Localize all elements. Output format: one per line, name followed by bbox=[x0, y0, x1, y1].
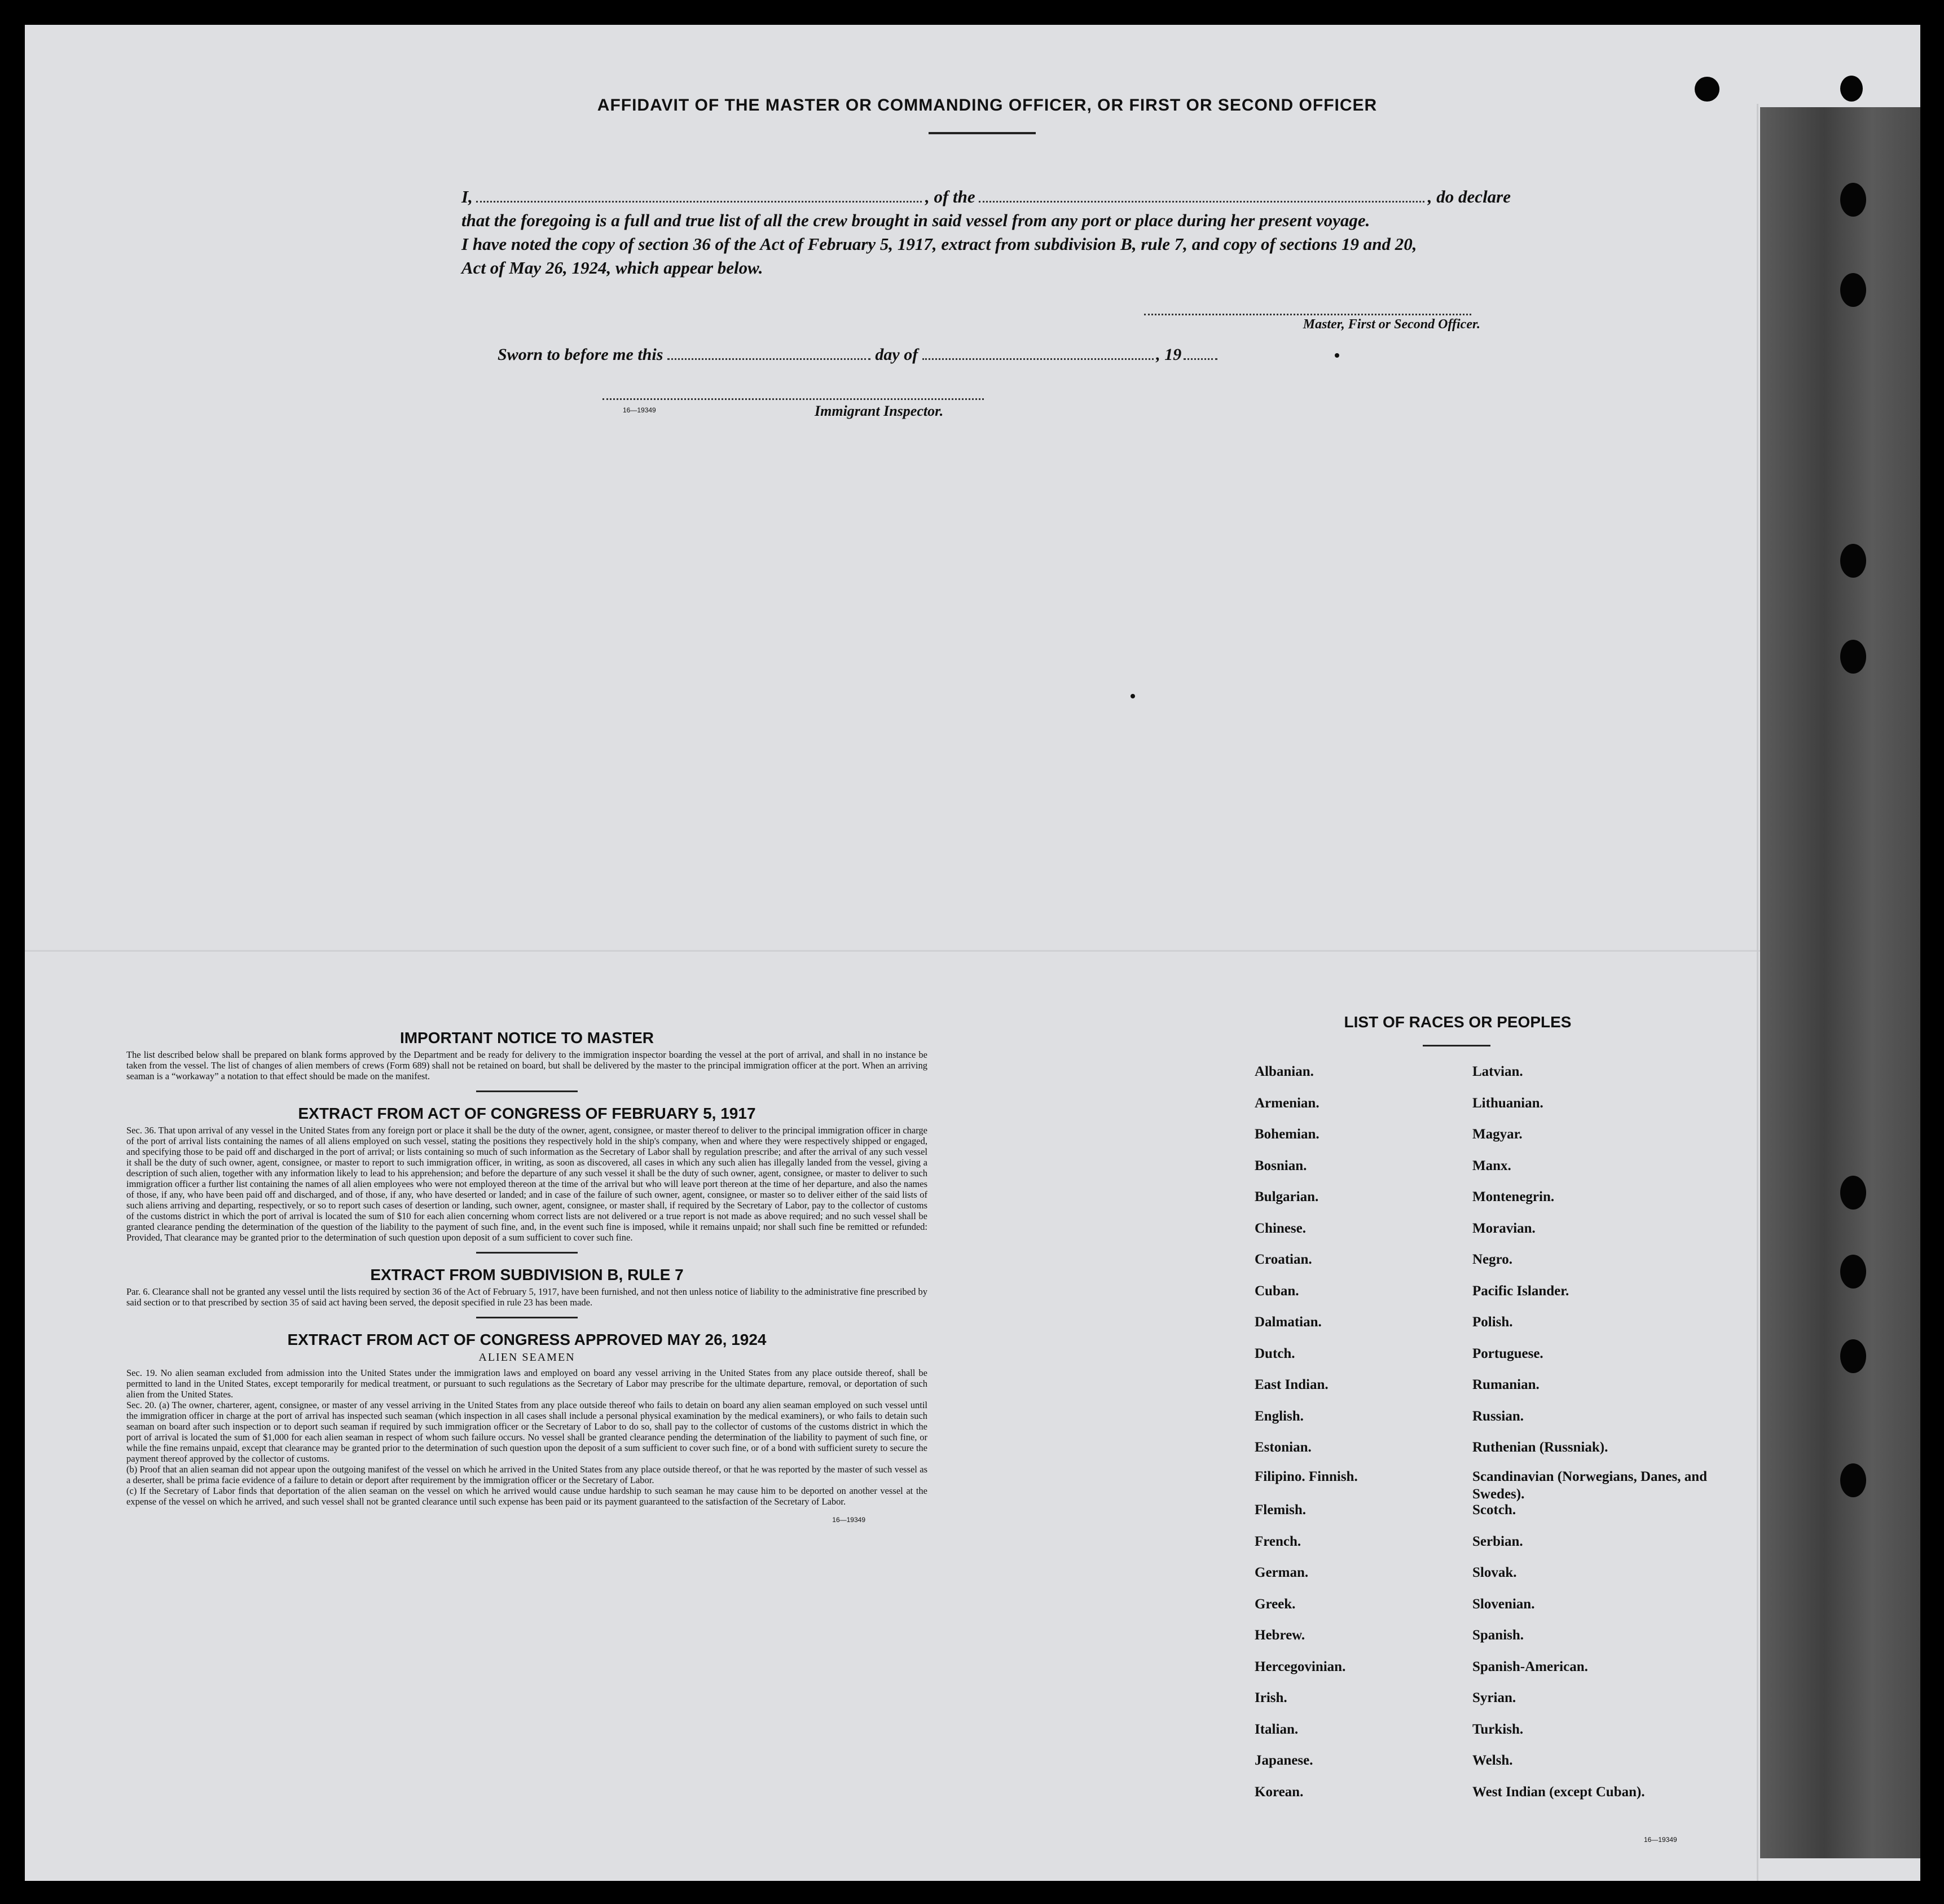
race-item: East Indian. bbox=[1255, 1377, 1329, 1392]
sworn-line bbox=[498, 345, 1217, 364]
race-item: Albanian. bbox=[1255, 1064, 1314, 1079]
sec-19-text: Sec. 19. No alien seaman excluded from admission into the United States under the immigration laws and employed on board any vessel arriving in the United States from any place outside thereof, shall be permitted to land in the United States, except temporarily for medical treatment, or pursuant to such regulations as the Secretary of Labor may prescribe for the ultimate departure, removal, or deportation of such alien from the United States. bbox=[126, 1367, 927, 1400]
declare-suffix: , do declare bbox=[1427, 187, 1511, 206]
punch-hole-icon bbox=[1840, 640, 1866, 674]
race-item: Polish. bbox=[1472, 1314, 1513, 1330]
race-item: Portuguese. bbox=[1472, 1345, 1543, 1361]
ink-speck bbox=[1131, 694, 1135, 698]
inspector-caption: Immigrant Inspector. bbox=[815, 403, 944, 419]
race-item: Hercegovinian. bbox=[1255, 1659, 1346, 1674]
vessel-prefix: , of the bbox=[925, 187, 975, 206]
punch-hole-icon bbox=[1840, 1339, 1866, 1373]
inspector-signature-field[interactable] bbox=[602, 398, 984, 400]
alien-seamen-subtitle: ALIEN SEAMEN bbox=[478, 1351, 575, 1364]
extract-1924-title: EXTRACT FROM ACT OF CONGRESS APPROVED MAY 26, 1924 bbox=[287, 1331, 767, 1348]
race-item: Moravian. bbox=[1472, 1220, 1536, 1236]
vertical-fold bbox=[1757, 104, 1758, 1881]
race-item: Manx. bbox=[1472, 1158, 1511, 1173]
sec-20b-text: (b) Proof that an alien seaman did not appear upon the outgoing manifest of the vessel on which he arrived in the United States from any place outside thereof, or that he was reported by the master of such vessel as a deserter, shall be prima facie evidence of a failure to detain or deport after requirement by the immigration officer or the Secretary of Labor. bbox=[126, 1464, 927, 1485]
section-divider bbox=[476, 1252, 578, 1254]
notices-column bbox=[126, 1029, 927, 1524]
day-of-label: day of bbox=[875, 345, 918, 364]
form-code: 16—19349 bbox=[832, 1516, 865, 1524]
form-code: 16—19349 bbox=[1644, 1836, 1677, 1844]
affidavit-line-3: I have noted the copy of section 36 of the Act of February 5, 1917, extract from subdivision B, rule 7, and copy of sections 19 and 20, bbox=[461, 234, 1417, 254]
form-code: 16—19349 bbox=[623, 406, 656, 414]
race-item: Welsh. bbox=[1472, 1753, 1513, 1768]
extract-rule7-title: EXTRACT FROM SUBDIVISION B, RULE 7 bbox=[370, 1266, 684, 1283]
race-item: German. bbox=[1255, 1565, 1309, 1580]
race-item: Russian. bbox=[1472, 1408, 1524, 1424]
punch-hole-icon bbox=[1840, 544, 1866, 578]
punch-hole-icon bbox=[1840, 273, 1866, 307]
race-item: Magyar. bbox=[1472, 1127, 1523, 1142]
month-field[interactable] bbox=[922, 358, 1154, 360]
race-item: Spanish-American. bbox=[1472, 1659, 1588, 1674]
sec-20c-text: (c) If the Secretary of Labor finds that deportation of the alien seaman on the vessel on which he arrived would cause undue hardship to such seaman he may cause him to be deported on another vessel at the expense of the vessel on which he arrived, and such vessel shall not be granted clearance until such expense has been paid or its payment guaranteed to the satisfaction of the Secretary of Labor. bbox=[126, 1485, 927, 1507]
year-prefix: , 19 bbox=[1156, 345, 1182, 364]
race-item: Spanish. bbox=[1472, 1628, 1524, 1643]
binding-edge bbox=[1760, 107, 1920, 1858]
notice-title: IMPORTANT NOTICE TO MASTER bbox=[399, 1029, 654, 1046]
punch-hole-icon bbox=[1840, 1463, 1866, 1497]
vessel-name-field[interactable] bbox=[979, 190, 1424, 203]
ink-speck bbox=[1335, 353, 1339, 358]
race-item: Bosnian. bbox=[1255, 1158, 1307, 1173]
races-title: LIST OF RACES OR PEOPLES bbox=[1344, 1013, 1572, 1031]
punch-hole-icon bbox=[1840, 1255, 1866, 1289]
race-item: Irish. bbox=[1255, 1690, 1287, 1705]
extract-rule7-text: Par. 6. Clearance shall not be granted any vessel until the lists required by section 36 of the Act of February 5, 1917, have been furnished, and not then unless notice of liability to the administrative fine prescribed by said section or to that prescribed by section 35 of said act having been served, the deposit specified in rule 23 has been made. bbox=[126, 1286, 928, 1308]
race-item: Scotch. bbox=[1472, 1502, 1516, 1518]
race-item: French. bbox=[1255, 1533, 1301, 1549]
signature-caption: Master, First or Second Officer. bbox=[1303, 317, 1480, 332]
race-item: Croatian. bbox=[1255, 1252, 1312, 1267]
race-item: Slovak. bbox=[1472, 1565, 1517, 1580]
race-item: Armenian. bbox=[1255, 1095, 1320, 1111]
affidavit-line-2: that the foregoing is a full and true list of all the crew brought in said vessel from any port or place during her present voyage. bbox=[461, 210, 1370, 230]
race-item: West Indian (except Cuban). bbox=[1472, 1784, 1645, 1800]
race-item: Slovenian. bbox=[1472, 1596, 1535, 1612]
year-field[interactable] bbox=[1184, 358, 1217, 360]
race-item: Negro. bbox=[1472, 1252, 1513, 1267]
race-item: Ruthenian (Russniak). bbox=[1472, 1440, 1608, 1455]
section-divider bbox=[476, 1317, 578, 1318]
affidavit-title: AFFIDAVIT OF THE MASTER OR COMMANDING OFFICER, OR FIRST OR SECOND OFFICER bbox=[597, 96, 1378, 115]
race-item: Dutch. bbox=[1255, 1345, 1295, 1361]
declarant-line bbox=[461, 185, 1511, 209]
races-list bbox=[1255, 1061, 1729, 1812]
race-item: Turkish. bbox=[1472, 1721, 1524, 1737]
race-item: Korean. bbox=[1255, 1784, 1304, 1800]
race-item: Flemish. bbox=[1255, 1502, 1306, 1518]
punch-hole-icon bbox=[1840, 183, 1866, 217]
race-item: English. bbox=[1255, 1408, 1304, 1424]
race-item: Montenegrin. bbox=[1472, 1189, 1555, 1204]
title-rule bbox=[1423, 1045, 1490, 1046]
race-item: Cuban. bbox=[1255, 1283, 1299, 1299]
punch-hole-icon bbox=[1695, 77, 1719, 102]
race-item: Chinese. bbox=[1255, 1220, 1306, 1236]
punch-hole-icon bbox=[1840, 1176, 1866, 1210]
horizontal-fold bbox=[25, 950, 1920, 952]
race-item: Greek. bbox=[1255, 1596, 1296, 1612]
race-item: Dalmatian. bbox=[1255, 1314, 1322, 1330]
race-item: Latvian. bbox=[1472, 1064, 1523, 1079]
master-signature-field[interactable] bbox=[1144, 314, 1471, 315]
race-item: Syrian. bbox=[1472, 1690, 1516, 1705]
extract-1917-title: EXTRACT FROM ACT OF CONGRESS OF FEBRUARY 5, 1917 bbox=[298, 1105, 756, 1122]
race-item: Bohemian. bbox=[1255, 1127, 1320, 1142]
sec-20a-text: Sec. 20. (a) The owner, charterer, agent, consignee, or master of any vessel arriving in the United States from any place outside thereof who fails to detain on board any alien seaman employed on such vessel until the immigration officer in charge at the port of arrival has inspected such seaman (which inspection in all cases shall include a personal physical examination by the medical examiners), or who fails to detain such seaman on board after such inspection or to deport such seaman if required by such immigration officer or the Secretary of Labor to do so, shall pay to the collector of customs of the customs district in which the port of arrival is located the sum of $1,000 for each alien seaman in respect of whom such failure occurs. No vessel shall be granted clearance pending the determination of the liability to payment of such fine, or while the fine remains unpaid, except that clearance may be granted prior to the determination of such question upon the deposit of a sum sufficient to cover such fine, or of a bond with sufficient surety to secure the payment thereof approved by the collector of customs. bbox=[126, 1400, 927, 1464]
race-item: Estonian. bbox=[1255, 1440, 1312, 1455]
race-item: Scandinavian (Norwegians, Danes, and Swedes). bbox=[1472, 1468, 1708, 1502]
affidavit-line-4: Act of May 26, 1924, which appear below. bbox=[461, 258, 763, 278]
race-item: Serbian. bbox=[1472, 1533, 1523, 1549]
day-field[interactable] bbox=[667, 358, 870, 360]
race-item: Hebrew. bbox=[1255, 1628, 1305, 1643]
extract-1917-text: Sec. 36. That upon arrival of any vessel in the United States from any foreign port or place it shall be the duty of the owner, agent, consignee, or master thereof to deliver to the principal immigration officer in charge of the port of arrival lists containing the names of all aliens employed on such vessel, stating the positions they respectively hold in the ship's company, when and where they were respectively shipped or engaged, and specifying those to be paid off and discharged in the port of arrival; or lists containing so much of such information as the Secretary of Labor shall by regulation prescribe; and after the arrival of any such vessel it shall be the duty of such owner, agent, consignee, or master to report to such immigration officer, in writing, as soon as discovered, all cases in which any such alien has illegally landed from the vessel, giving a description of such alien, together with any information likely to lead to his apprehension; and before the departure of any such vessel it shall be the duty of such owner, agent, consignee, or master to deliver to such immigration officer a further list containing the names of all alien employees who were not employed thereon at the time of the arrival but who will leave port thereon at the time of her departure, and also the names of those, if any, who have been paid off and discharged, and of those, if any, who have deserted or landed; and in case of the failure of such owner, agent, consignee, or master so to deliver either of the said lists of such aliens arriving and departing, respectively, or so to report such cases of desertion or landing, such owner, agent, consignee, or master shall, if required by the Secretary of Labor, pay to the collector of customs of the customs district in which the port of arrival is located the sum of $10 for each alien concerning whom correct lists are not delivered or a true report is not made as above required; and no such vessel shall be granted clearance pending the determination of the question of the liability to the payment of such fine, and, in the event such fine is imposed, while it remains unpaid; nor shall such fine be remitted or refunded: Provided, That clearance may be granted prior to the determination of such question upon deposit of a sum sufficient to cover such fine. bbox=[126, 1125, 927, 1243]
race-item: Italian. bbox=[1255, 1721, 1299, 1737]
race-item: Rumanian. bbox=[1472, 1377, 1540, 1392]
sworn-prefix: Sworn to before me this bbox=[498, 345, 663, 364]
race-item: Pacific Islander. bbox=[1472, 1283, 1569, 1299]
affidavit-text bbox=[461, 185, 1511, 280]
race-item: Bulgarian. bbox=[1255, 1189, 1319, 1204]
notice-text: The list described below shall be prepared on blank forms approved by the Department and be ready for delivery to the immigration inspector boarding the vessel at the port of arrival, and shall in no instance be taken from the vessel. The list of changes of alien members of crews (Form 689) shall not be retained on board, but shall be delivered by the master to the principal immigration officer at the port. When an arriving seaman is a “workaway” a notation to that effect should be made on the manifest. bbox=[126, 1049, 927, 1081]
declarant-prefix: I, bbox=[461, 187, 473, 206]
race-item: Filipino. Finnish. bbox=[1255, 1468, 1358, 1484]
race-item: Japanese. bbox=[1255, 1753, 1313, 1768]
title-rule bbox=[929, 132, 1036, 134]
section-divider bbox=[476, 1090, 578, 1092]
form-sheet bbox=[25, 25, 1920, 1881]
race-item: Lithuanian. bbox=[1472, 1095, 1543, 1111]
punch-hole-icon bbox=[1840, 76, 1863, 102]
declarant-name-field[interactable] bbox=[476, 190, 922, 203]
